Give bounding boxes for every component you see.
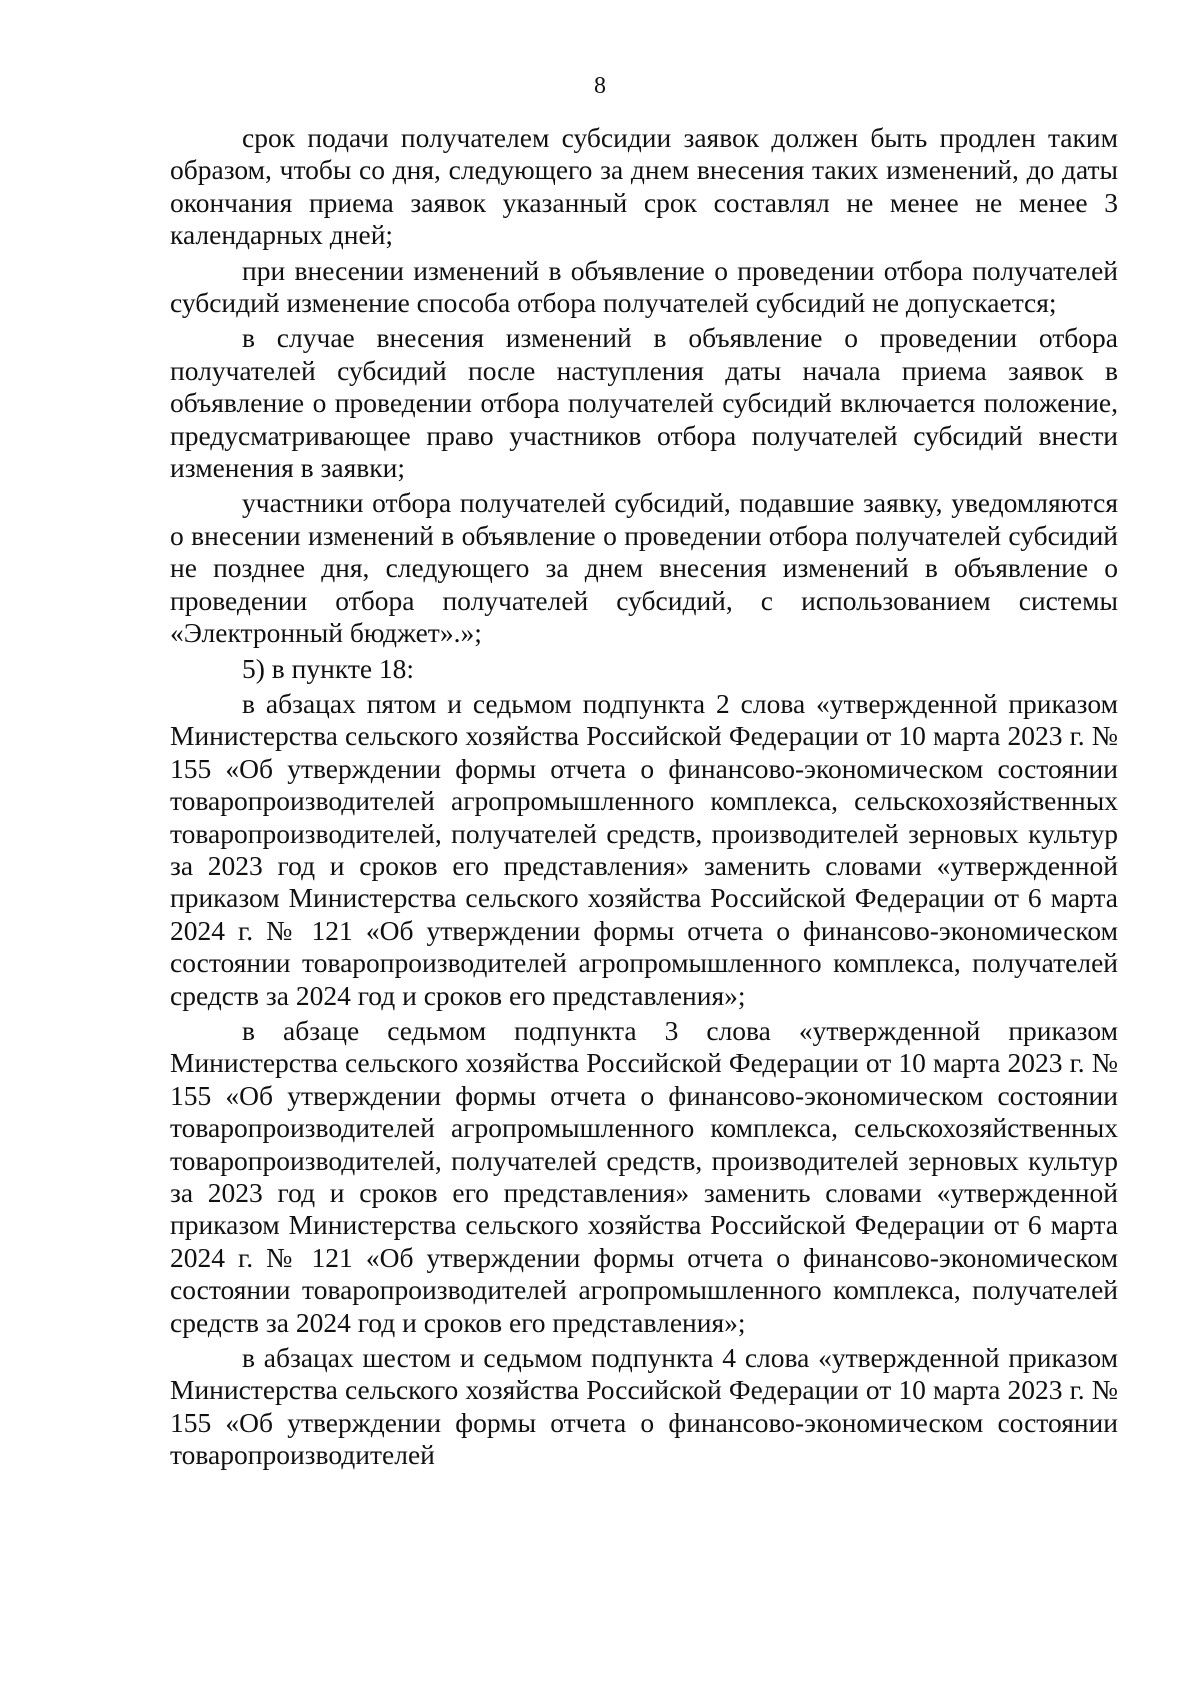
paragraph: участники отбора получателей субсидий, подавшие заявку, уведомляются о внесении изменений в объявление о проведении отбора получателей субсидий не позднее дня, следующего за днем внесения изменений в объявление о проведении отбора получателей субсидий, с использованием системы «Электронный бюджет».»; — [170, 487, 1118, 649]
paragraph: в абзацах шестом и седьмом подпункта 4 слова «утвержденной приказом Министерства сельского хозяйства Российской Федерации от 10 марта 2023 г. № 155 «Об утверждении формы отчета о финансово-экономическом состоянии товаропроизводителей — [170, 1342, 1118, 1471]
document-body — [170, 122, 1118, 1475]
list-item-heading: 5) в пункте 18: — [242, 652, 415, 684]
paragraph: срок подачи получателем субсидии заявок должен быть продлен таким образом, чтобы со дня, следующего за днем внесения таких изменений, до даты окончания приема заявок указанный срок составлял не менее не менее 3 календарных дней; — [170, 122, 1118, 251]
paragraph: в случае внесения изменений в объявление о проведении отбора получателей субсидий после наступления даты начала приема заявок в объявление о проведении отбора получателей субсидий включается положение, предусматривающее право участников отбора получателей субсидий внести изменения в заявки; — [170, 322, 1118, 484]
paragraph: в абзацах пятом и седьмом подпункта 2 слова «утвержденной приказом Министерства сельского хозяйства Российской Федерации от 10 марта 2023 г. № 155 «Об утверждении формы отчета о финансово-экономическом состоянии товаропроизводителей агропромышленного комплекса, сельскохозяйственных товаропроизводителей, получателей средств, производителей зерновых культур за 2023 год и сроков его представления» заменить словами «утвержденной приказом Министерства сельского хозяйства Российской Федерации от 6 марта 2024 г. № 121 «Об утверждении формы отчета о финансово-экономическом состоянии товаропроизводителей агропромышленного комплекса, получателей средств за 2024 год и сроков его представления»; — [170, 687, 1118, 1011]
paragraph: при внесении изменений в объявление о проведении отбора получателей субсидий изменение способа отбора получателей субсидий не допускается; — [170, 254, 1118, 319]
page-number: 8 — [594, 73, 606, 99]
paragraph: в абзаце седьмом подпункта 3 слова «утвержденной приказом Министерства сельского хозяйства Российской Федерации от 10 марта 2023 г. № 155 «Об утверждении формы отчета о финансово-экономическом состоянии товаропроизводителей агропромышленного комплекса, сельскохозяйственных товаропроизводителей, получателей средств, производителей зерновых культур за 2023 год и сроков его представления» заменить словами «утвержденной приказом Министерства сельского хозяйства Российской Федерации от 6 марта 2024 г. № 121 «Об утверждении формы отчета о финансово-экономическом состоянии товаропроизводителей агропромышленного комплекса, получателей средств за 2024 год и сроков его представления»; — [170, 1014, 1118, 1338]
